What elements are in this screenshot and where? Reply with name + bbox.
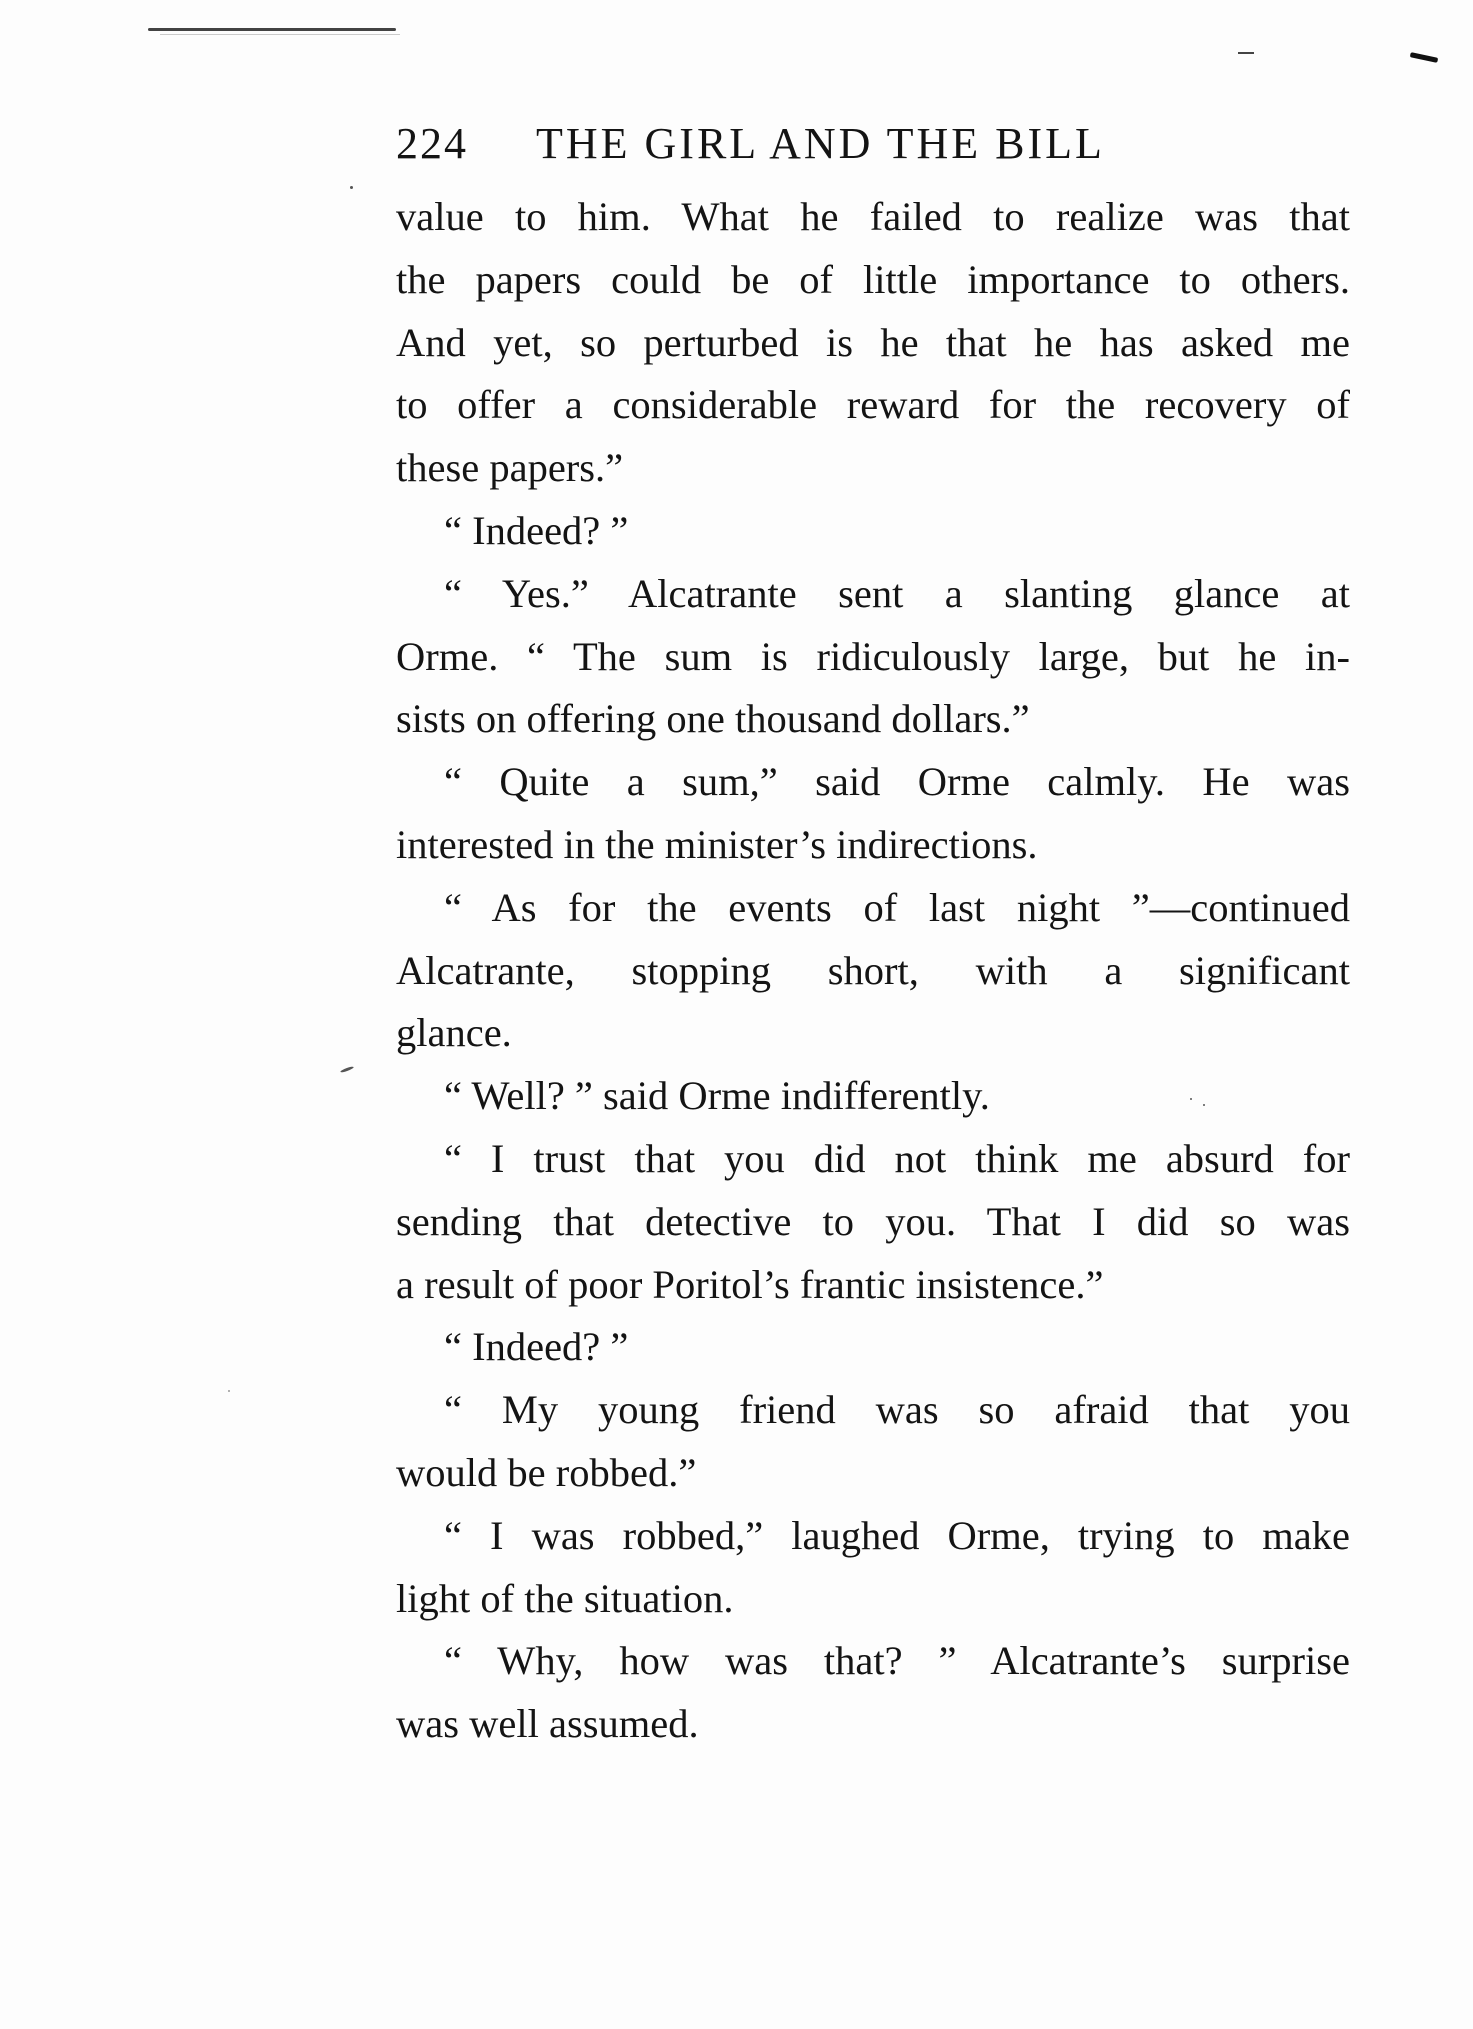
text-line: a result of poor Poritol’s frantic insistence.”	[396, 1261, 1104, 1307]
text-line: these papers.”	[396, 445, 624, 491]
text-line: “ Indeed? ”	[444, 1324, 629, 1370]
text-line: And yet, so perturbed is he that he has asked me	[396, 319, 1350, 365]
text-line: to offer a considerable reward for the recovery of	[396, 382, 1350, 428]
text-line: would be robbed.”	[396, 1449, 697, 1495]
text-line: glance.	[396, 1010, 512, 1056]
scan-speck	[340, 1066, 354, 1074]
text-line: “ Well? ” said Orme indifferently.	[444, 1073, 990, 1119]
scan-speck	[350, 186, 353, 189]
text-line: the papers could be of little importance to others.	[396, 256, 1350, 302]
text-line: sending that detective to you. That I did so was	[396, 1198, 1350, 1244]
text-line: “ I was robbed,” laughed Orme, trying to make	[444, 1512, 1350, 1558]
scan-speck	[228, 1390, 230, 1392]
text-line: value to him. What he failed to realize was that	[396, 194, 1350, 239]
text-line: was well assumed.	[396, 1701, 699, 1747]
scan-dash-mark	[1238, 52, 1254, 54]
body-text	[396, 186, 1350, 1756]
text-line: “ Indeed? ”	[444, 507, 629, 553]
text-line: “ My young friend was so afraid that you	[444, 1387, 1350, 1433]
running-title: THE GIRL AND THE BILL	[536, 119, 1105, 168]
scan-rule-mark	[148, 28, 396, 31]
text-line: “ Yes.” Alcatrante sent a slanting glance at	[444, 570, 1350, 616]
page-number: 224	[396, 119, 468, 168]
text-line: “ I trust that you did not think me absurd for	[444, 1135, 1350, 1181]
text-line: light of the situation.	[396, 1575, 734, 1621]
text-line: sists on offering one thousand dollars.”	[396, 696, 1030, 742]
text-line: Alcatrante, stopping short, with a significant	[396, 947, 1350, 993]
text-line: Orme. “ The sum is ridiculously large, but he in-	[396, 633, 1350, 679]
scan-rule-shadow	[160, 34, 400, 35]
scan-corner-mark	[1410, 52, 1438, 63]
running-header	[396, 118, 1356, 178]
text-line: “ Why, how was that? ” Alcatrante’s surprise	[444, 1638, 1350, 1684]
text-line: interested in the minister’s indirections.	[396, 821, 1038, 867]
text-line: “ As for the events of last night ”—continued	[444, 884, 1350, 930]
text-line: “ Quite a sum,” said Orme calmly. He was	[444, 759, 1350, 805]
